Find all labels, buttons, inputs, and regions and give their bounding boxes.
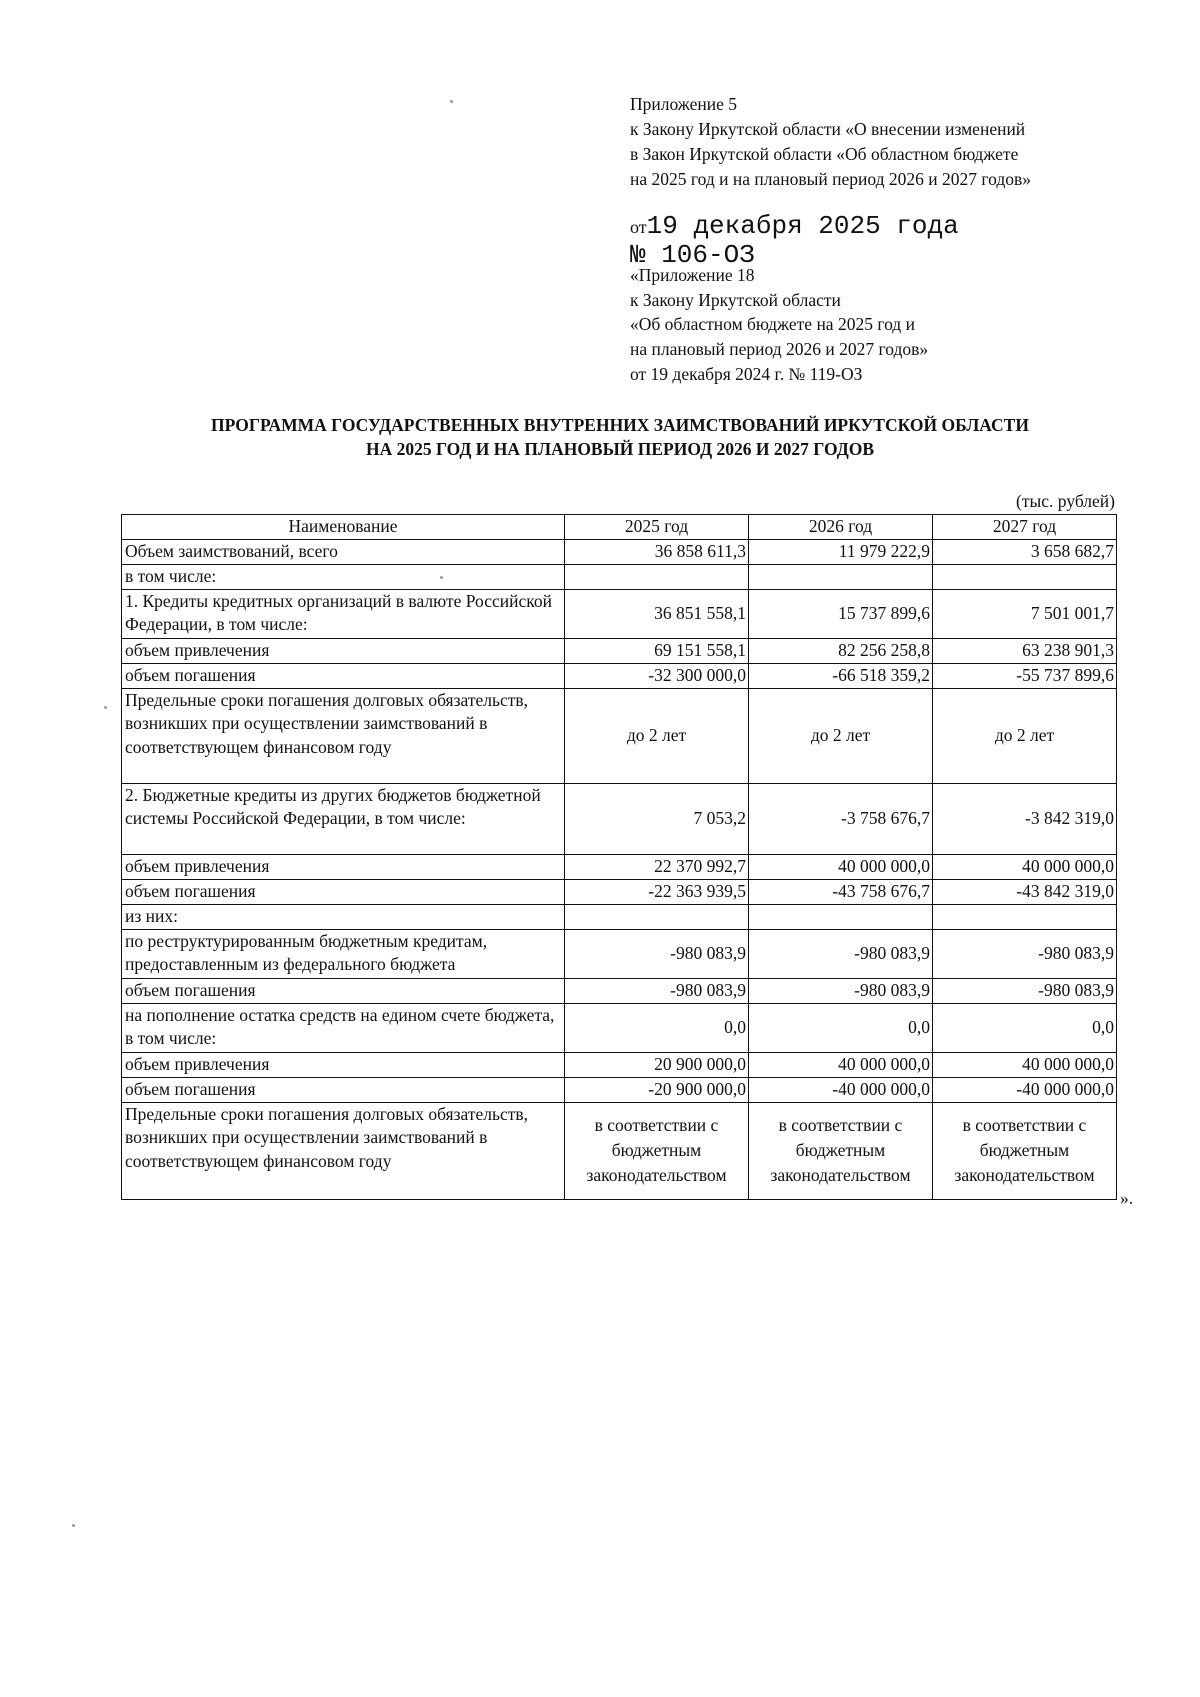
cell-2027: -980 083,9 xyxy=(933,978,1117,1003)
row-name: объем привлечения xyxy=(122,638,565,663)
scan-speck xyxy=(72,1524,75,1527)
stamp-date-row xyxy=(630,212,1110,241)
cell-2026: в соответствии с бюджетным законодательством xyxy=(749,1102,933,1199)
table-row xyxy=(122,879,1117,904)
row-name: объем погашения xyxy=(122,663,565,688)
cell-2025: -20 900 000,0 xyxy=(565,1077,749,1102)
cell-2026: 15 737 899,6 xyxy=(749,589,933,638)
table-row xyxy=(122,929,1117,978)
table-row xyxy=(122,1052,1117,1077)
row-name: Предельные сроки погашения долговых обязательств, возникших при осуществлении заимствований в соответствующем финансовом году xyxy=(122,688,565,783)
table-row xyxy=(122,564,1117,589)
cell-2027: до 2 лет xyxy=(933,688,1117,783)
cell-2026: 40 000 000,0 xyxy=(749,854,933,879)
cell-2026: -40 000 000,0 xyxy=(749,1077,933,1102)
cell-2027 xyxy=(933,564,1117,589)
cell-2025 xyxy=(565,904,749,929)
cell-2025: 0,0 xyxy=(565,1003,749,1052)
document-title xyxy=(100,413,1140,461)
row-name: объем погашения xyxy=(122,879,565,904)
borrowing-table xyxy=(121,514,1117,1200)
cell-2026: -66 518 359,2 xyxy=(749,663,933,688)
scan-speck xyxy=(440,576,443,579)
cell-2025: до 2 лет xyxy=(565,688,749,783)
cell-2026: -980 083,9 xyxy=(749,978,933,1003)
scan-speck xyxy=(104,706,107,709)
table-row xyxy=(122,783,1117,854)
reference-line: «Об областном бюджете на 2025 год и xyxy=(630,314,915,335)
stamp-date-prefix: от xyxy=(630,217,647,237)
row-name: Объем заимствований, всего xyxy=(122,539,565,564)
table-row xyxy=(122,978,1117,1003)
cell-2025: -22 363 939,5 xyxy=(565,879,749,904)
row-name: объем погашения xyxy=(122,978,565,1003)
cell-2026: -980 083,9 xyxy=(749,929,933,978)
cell-2025: -980 083,9 xyxy=(565,978,749,1003)
reference-line: «Приложение 18 xyxy=(630,265,755,285)
stamp-number: № 106-ОЗ xyxy=(630,240,755,270)
cell-2025: -32 300 000,0 xyxy=(565,663,749,688)
stamp-date: 19 декабря 2025 года xyxy=(646,211,959,241)
cell-2026: 40 000 000,0 xyxy=(749,1052,933,1077)
table-row xyxy=(122,1102,1117,1199)
appendix-line: Приложение 5 xyxy=(630,94,738,114)
cell-2027: 40 000 000,0 xyxy=(933,854,1117,879)
row-name: по реструктурированным бюджетным кредитам, предоставленным из федерального бюджета xyxy=(122,929,565,978)
cell-2025: 7 053,2 xyxy=(565,783,749,854)
cell-2025: -980 083,9 xyxy=(565,929,749,978)
cell-2025: 36 858 611,3 xyxy=(565,539,749,564)
cell-2027: -43 842 319,0 xyxy=(933,879,1117,904)
table-row xyxy=(122,589,1117,638)
cell-2027: -980 083,9 xyxy=(933,929,1117,978)
table-row xyxy=(122,688,1117,783)
cell-2025: в соответствии с бюджетным законодательством xyxy=(565,1102,749,1199)
appendix-header xyxy=(630,92,1110,192)
reference-line: от 19 декабря 2024 г. № 119-ОЗ xyxy=(630,363,863,384)
row-name: объем погашения xyxy=(122,1077,565,1102)
cell-2025: 36 851 558,1 xyxy=(565,589,749,638)
cell-2026: 82 256 258,8 xyxy=(749,638,933,663)
cell-2027 xyxy=(933,904,1117,929)
cell-2025: 22 370 992,7 xyxy=(565,854,749,879)
closing-quote: ». xyxy=(1120,1188,1134,1208)
table-row xyxy=(122,1077,1117,1102)
reference-line: к Закону Иркутской области xyxy=(630,289,841,310)
cell-2026 xyxy=(749,564,933,589)
header-name: Наименование xyxy=(122,515,565,540)
cell-2027: в соответствии с бюджетным законодательством xyxy=(933,1102,1117,1199)
cell-2027: 63 238 901,3 xyxy=(933,638,1117,663)
table-row xyxy=(122,539,1117,564)
table-row xyxy=(122,854,1117,879)
cell-2025 xyxy=(565,564,749,589)
reference-line: на плановый период 2026 и 2027 годов» xyxy=(630,339,929,360)
appendix-line: в Закон Иркутской области «Об областном бюджете xyxy=(630,144,1019,164)
cell-2025: 69 151 558,1 xyxy=(565,638,749,663)
row-name: 2. Бюджетные кредиты из других бюджетов бюджетной системы Российской Федерации, в том числе: xyxy=(122,783,565,854)
appendix-line: на 2025 год и на плановый период 2026 и 2027 годов» xyxy=(630,169,1032,189)
cell-2026 xyxy=(749,904,933,929)
row-name: объем привлечения xyxy=(122,854,565,879)
appendix-line: к Закону Иркутской области «О внесении изменений xyxy=(630,119,1026,139)
table-row xyxy=(122,638,1117,663)
header-2025: 2025 год xyxy=(565,515,749,540)
table-row xyxy=(122,663,1117,688)
row-name: из них: xyxy=(122,904,565,929)
cell-2027: 7 501 001,7 xyxy=(933,589,1117,638)
scan-speck xyxy=(450,100,453,103)
header-2026: 2026 год xyxy=(749,515,933,540)
cell-2026: до 2 лет xyxy=(749,688,933,783)
cell-2026: -43 758 676,7 xyxy=(749,879,933,904)
cell-2027: 40 000 000,0 xyxy=(933,1052,1117,1077)
table-row xyxy=(122,904,1117,929)
table-row xyxy=(122,1003,1117,1052)
table-header-row xyxy=(122,515,1117,540)
row-name: Предельные сроки погашения долговых обязательств, возникших при осуществлении заимствований в соответствующем финансовом году xyxy=(122,1102,565,1199)
cell-2025: 20 900 000,0 xyxy=(565,1052,749,1077)
row-name: объем привлечения xyxy=(122,1052,565,1077)
cell-2027: 0,0 xyxy=(933,1003,1117,1052)
cell-2027: -3 842 319,0 xyxy=(933,783,1117,854)
cell-2026: 11 979 222,9 xyxy=(749,539,933,564)
cell-2027: 3 658 682,7 xyxy=(933,539,1117,564)
row-name: на пополнение остатка средств на едином счете бюджета, в том числе: xyxy=(122,1003,565,1052)
row-name: 1. Кредиты кредитных организаций в валюте Российской Федерации, в том числе: xyxy=(122,589,565,638)
law-stamp xyxy=(630,212,1110,269)
title-line-1: ПРОГРАММА ГОСУДАРСТВЕННЫХ ВНУТРЕННИХ ЗАИМСТВОВАНИЙ ИРКУТСКОЙ ОБЛАСТИ xyxy=(211,415,1029,435)
cell-2026: -3 758 676,7 xyxy=(749,783,933,854)
cell-2027: -40 000 000,0 xyxy=(933,1077,1117,1102)
cell-2027: -55 737 899,6 xyxy=(933,663,1117,688)
header-2027: 2027 год xyxy=(933,515,1117,540)
row-name: в том числе: xyxy=(122,564,565,589)
reference-header xyxy=(630,263,1110,387)
cell-2026: 0,0 xyxy=(749,1003,933,1052)
title-line-2: НА 2025 ГОД И НА ПЛАНОВЫЙ ПЕРИОД 2026 И 2027 ГОДОВ xyxy=(365,439,875,459)
units-label: (тыс. рублей) xyxy=(1016,491,1115,511)
